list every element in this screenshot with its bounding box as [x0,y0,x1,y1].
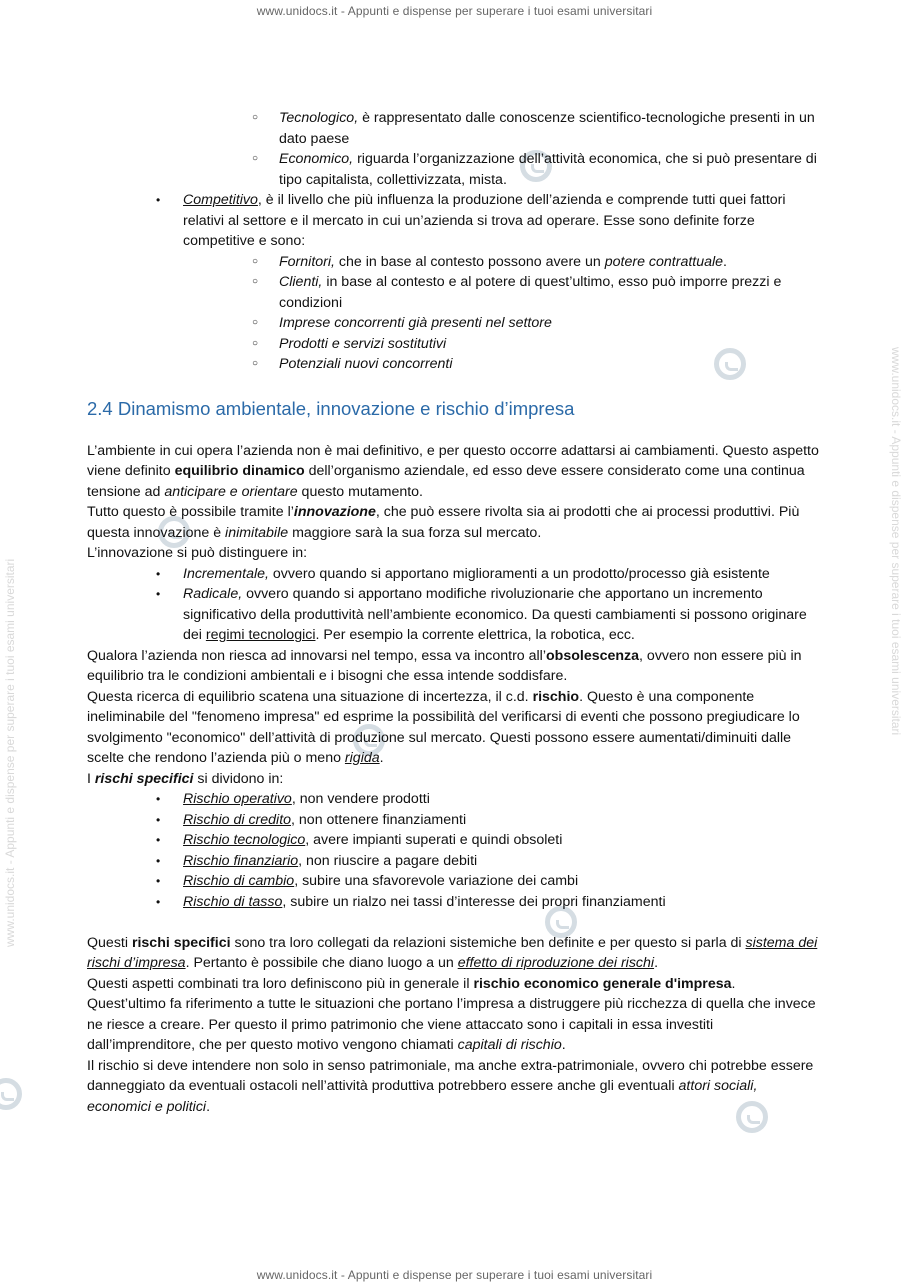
paragraph: Questa ricerca di equilibrio scatena una situazione di incertezza, il c.d. rischio. Questo è una componente ineliminabile del "fenomeno impresa" ed esprime la possibilità del verificarsi di eventi che possono pregiudicare lo svolgimento "economico" dell’attività di produzione sul mercato. Questi possono essere aumentati/diminuiti dalle scelte che rendono l’azienda più o meno rigida. [87,688,800,766]
paragraph: Questi rischi specifici sono tra loro collegati da relazioni sistemiche ben definite e per questo si parla di sistema dei rischi d’impresa. Pertanto è possibile che diano luogo a un effetto di riproduzione dei rischi. [87,934,818,971]
rischi-list [87,789,822,912]
list-item: • Rischio di tasso, subire un rialzo nei tassi d’interesse dei propri finanziamenti [183,892,822,913]
list-item: ○ Prodotti e servizi sostitutivi [279,334,822,355]
innovazione-list [87,564,822,646]
paragraph: L’innovazione si può distinguere in: [87,545,308,561]
list-item: • Rischio tecnologico, avere impianti superati e quindi obsoleti [183,830,822,851]
competitivo-list [87,190,822,252]
section-title: 2.4 Dinamismo ambientale, innovazione e rischio d’impresa [87,397,575,419]
paragraph: L’ambiente in cui opera l’azienda non è mai definitivo, e per questo occorre adattarsi ai cambiamenti. Questo aspetto viene definito equilibrio dinamico dell’organismo aziendale, ed esso deve essere considerato come una continua tensione ad anticipare e orientare questo mutamento. [87,442,819,500]
forze-competitive-list [87,252,822,375]
list-item: • Rischio di cambio, subire una sfavorevole variazione dei cambi [183,871,822,892]
paragraph: Questi aspetti combinati tra loro definiscono più in generale il rischio economico generale d'impresa. [87,975,736,992]
paragraph: Tutto questo è possibile tramite l’innovazione, che può essere rivolta sia ai prodotti che ai processi produttivi. Più questa innovazione è inimitabile maggiore sarà la sua forza sul mercato. [87,504,800,541]
document-body [87,108,822,1117]
paragraph: Quest’ultimo fa riferimento a tutte le situazioni che portano l’impresa a distruggere più ricchezza di quella che invece ne riesce a creare. Per questo il primo patrimonio che viene attaccato sono i capitali in essa investiti dall’imprenditore, che per questo motivo vengono chiamati capitali di rischio. [87,996,816,1053]
list-item: • Radicale, ovvero quando si apportano modifiche rivoluzionarie che apportano un incremento significativo della produttività nell’ambiente economico. Da questi cambiamenti si possono originare dei regimi tecnologici. Per esempio la corrente elettrica, la robotica, ecc. [183,584,822,646]
list-item: • Rischio di credito, non ottenere finanziamenti [183,810,822,831]
page-header: www.unidocs.it - Appunti e dispense per superare i tuoi esami universitari [256,4,653,18]
list-item: ○ Potenziali nuovi concorrenti [279,354,822,375]
paragraph: I rischi specifici si dividono in: [87,770,284,787]
list-item: ○ Clienti, in base al contesto e al potere di quest’ultimo, esso può imporre prezzi e condizioni [279,272,822,313]
list-item: • Competitivo, è il livello che più influenza la produzione dell’azienda e comprende tutti quei fattori relativi al settore e il mercato in cui un’azienda si trova ad operare. Esse sono definite forze competitive e sono: [183,190,822,252]
list-item: • Incrementale, ovvero quando si apportano miglioramenti a un prodotto/processo già esistente [183,564,822,585]
side-watermark-right: www.unidocs.it - Appunti e dispense per superare i tuoi esami universitari [889,347,903,736]
list-item: • Rischio operativo, non vendere prodotti [183,789,822,810]
page-footer: www.unidocs.it - Appunti e dispense per superare i tuoi esami universitari [256,1268,653,1282]
watermark-logo-icon [0,1078,22,1110]
contesto-sublist [87,108,822,190]
list-item: ○ Tecnologico, è rappresentato dalle conoscenze scientifico-tecnologiche presenti in un dato paese [279,108,822,149]
list-item: • Rischio finanziario, non riuscire a pagare debiti [183,851,822,872]
paragraph: Qualora l’azienda non riesca ad innovarsi nel tempo, essa va incontro all’obsolescenza, ovvero non essere più in equilibrio tra le condizioni ambientali e i bisogni che essa intende soddisfare. [87,647,802,684]
paragraph: Il rischio si deve intendere non solo in senso patrimoniale, ma anche extra-patrimoniale, ovvero chi potrebbe essere danneggiato da eventuali ostacoli nell’attività produttiva potrebbero essere anche gli eventuali attori sociali, economici e politici. [87,1057,814,1115]
list-item: ○ Economico, riguarda l’organizzazione dell’attività economica, che si può presentare di tipo capitalista, collettivizzata, mista. [279,149,822,190]
list-item: ○ Fornitori, che in base al contesto possono avere un potere contrattuale. [279,252,822,273]
list-item: ○ Imprese concorrenti già presenti nel settore [279,313,822,334]
side-watermark-left: www.unidocs.it - Appunti e dispense per superare i tuoi esami universitari [3,558,17,947]
